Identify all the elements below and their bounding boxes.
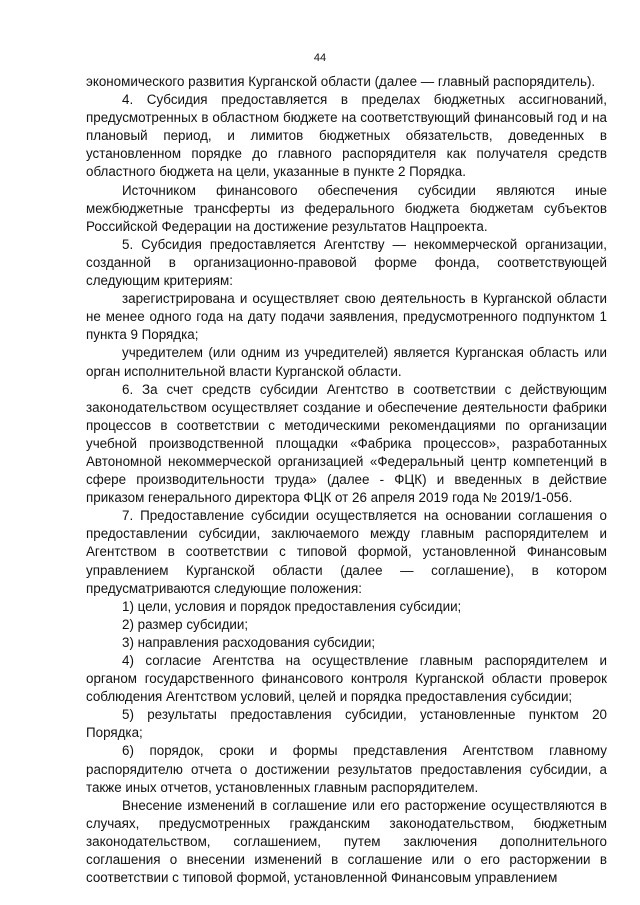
paragraph-criterion-registered: зарегистрирована и осуществляет свою деятельность в Курганской области не менее одного года на дату подачи заявления, предусмотренного подпунктом 1 пункта 9 Порядка; bbox=[86, 291, 607, 343]
list-item-3: 3) направления расходования субсидии; bbox=[122, 634, 376, 650]
list-item-4: 4) согласие Агентства на осуществление главным распорядителем и органом государственного финансового контроля Курганской области проверок соблюдения Агентством условий, целей и порядка предоставления субсидии; bbox=[86, 653, 607, 705]
paragraph-item-5: 5. Субсидия предоставляется Агентству — некоммерческой организации, созданной в организационно-правовой форме фонда, соответствующей следующим критериям: bbox=[86, 236, 607, 289]
paragraph-funding-source: Источником финансового обеспечения субсидии являются иные межбюджетные трансферты из федерального бюджета бюджетам субъектов Российской Федерации на достижение результатов Нацпроекта. bbox=[86, 182, 607, 234]
paragraph-item-4: 4. Субсидия предоставляется в пределах бюджетных ассигнований, предусмотренных в областном бюджете на соответствующий финансовый год и на плановый период, и лимитов бюджетных обязательств, доведенных в установленном порядке до главного распорядителя как получателя средств областного бюджета на цели, указанные в пункте 2 Порядка. bbox=[86, 92, 607, 180]
paragraph-item-6: 6. За счет средств субсидии Агентство в соответствии с действующим законодательством осуществляет создание и обеспечение деятельности фабрики процессов в соответствии с методическими рекомендациями по организации учебной производственной площадки «Фабрика процессов», разработанных Автономной некоммерческой организацией «Федеральный центр компетенций в сфере производительности труда» (далее - ФЦК) и введенных в действие приказом генерального директора ФЦК от 26 апреля 2019 года № 2019/1-056. bbox=[86, 381, 607, 506]
page-number: 44 bbox=[313, 52, 327, 64]
list-item-5: 5) результаты предоставления субсидии, установленные пунктом 20 Порядка; bbox=[86, 707, 607, 741]
list-item-1: 1) цели, условия и порядок предоставления субсидии; bbox=[122, 598, 462, 614]
paragraph-continuation: экономического развития Курганской области (далее — главный распорядитель). bbox=[86, 74, 596, 89]
list-item-2: 2) размер субсидии; bbox=[122, 616, 249, 632]
document-body bbox=[86, 73, 607, 887]
list-item-6: 6) порядок, сроки и формы представления Агентством главному распорядителю отчета о достижении результатов предоставления субсидии, а также иных отчетов, установленных главным распорядителем. bbox=[86, 743, 607, 795]
paragraph-item-7: 7. Предоставление субсидии осуществляется на основании соглашения о предоставлении субсидии, заключаемого между главным распорядителем и Агентством в соответствии с типовой формой, установленной Финансовым управлением Курганской области (далее — соглашение), в котором предусматриваются следующие положения: bbox=[86, 508, 607, 596]
paragraph-criterion-founder: учредителем (или одним из учредителей) является Курганская область или орган исполнительной власти Курганской области. bbox=[86, 345, 607, 379]
paragraph-amendments: Внесение изменений в соглашение или его расторжение осуществляются в случаях, предусмотренных гражданским законодательством, бюджетным законодательством, соглашением, путем заключения дополнительного соглашения о внесении изменений в соглашение или о его расторжении в соответствии с типовой формой, установленной Финансовым управлением bbox=[86, 797, 607, 886]
